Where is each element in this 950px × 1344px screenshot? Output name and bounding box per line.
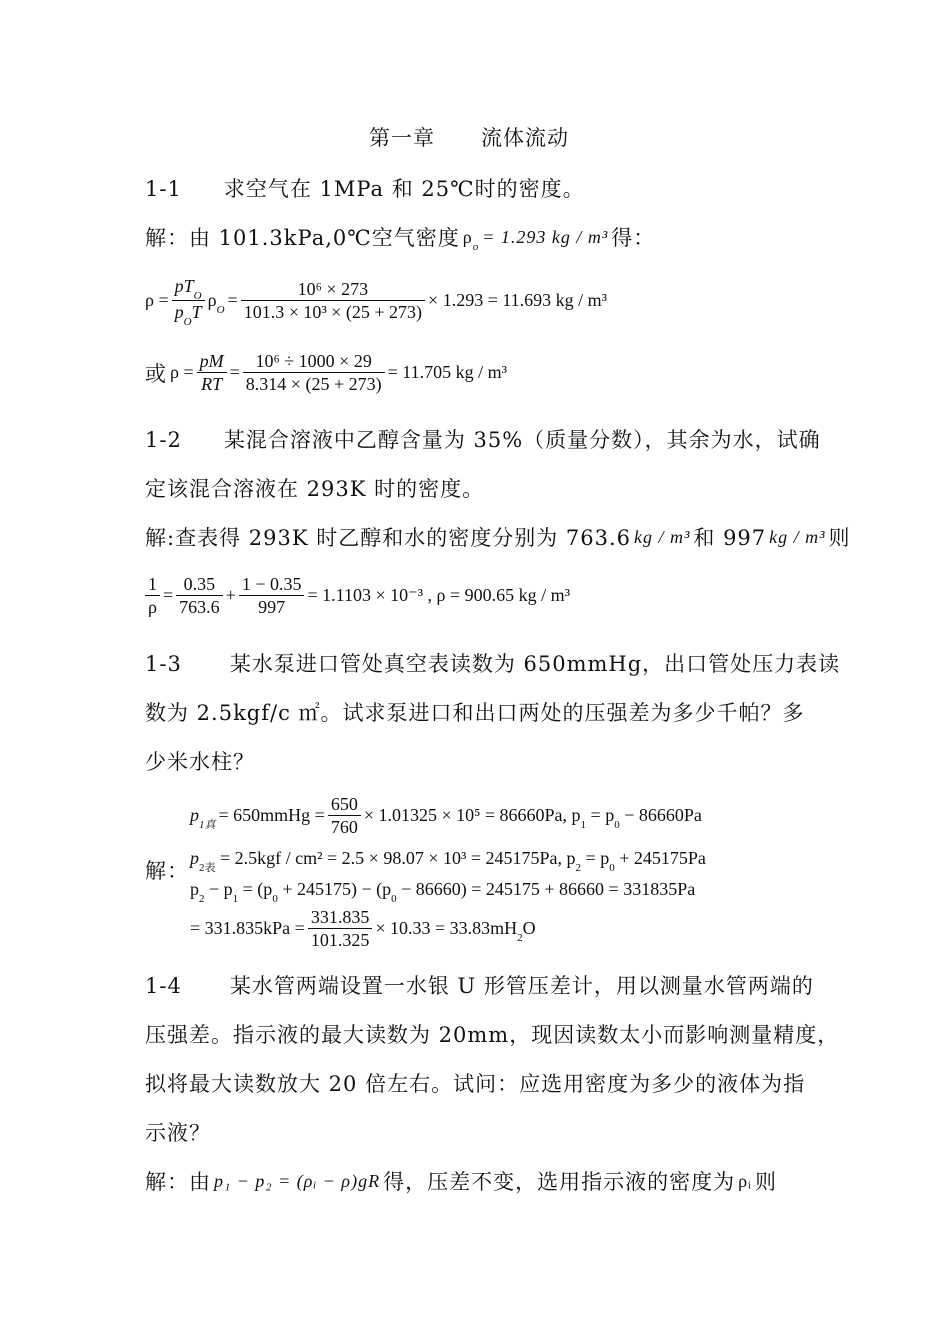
- plus: +: [225, 585, 236, 605]
- fraction-denominator: ρ: [148, 597, 157, 617]
- fraction-kpa-ratio: [308, 906, 373, 951]
- unit-text: kg / m³: [634, 526, 691, 547]
- solution-text: 则: [828, 526, 851, 550]
- problem-1-4-question-line3: 拟将最大读数放大 20 倍左右。试问：应选用密度为多少的液体为指: [145, 1072, 806, 1096]
- problem-1-2-solution: [145, 522, 851, 552]
- fraction-denominator: $p_OT$: [174, 302, 202, 328]
- problem-1-4-question-line2: 压强差。指示液的最大读数为 20mm，现因读数太小而影响测量精度，: [145, 1023, 840, 1047]
- fraction-pM-over-RT: [197, 350, 227, 395]
- solution-text-end: 得：: [611, 226, 656, 250]
- solution-text: 得，压差不变，选用指示液的密度为: [383, 1170, 736, 1194]
- equation-1-1-a: [145, 275, 607, 326]
- problem-1-3-question-line2: 数为 2.5kgf/c ㎡。试求泵进口和出口两处的压强差为多少千帕？多: [145, 701, 805, 725]
- eq-lhs: ρ =: [145, 290, 169, 310]
- eq-part: = 650mmHg =: [218, 805, 325, 825]
- problem-1-2-question-line1: [145, 424, 821, 454]
- solution-text: 解：由 101.3kPa,0℃空气密度: [145, 226, 460, 250]
- problem-1-4-question-line1: [145, 970, 814, 1000]
- problem-id: 1-1: [145, 177, 182, 201]
- problem-1-1-question: [145, 173, 585, 203]
- unit-text: kg / m³: [769, 526, 826, 547]
- pressure-formula: p₁ − p₂ = (ρᵢ − ρ)gR: [214, 1170, 381, 1191]
- chapter-title: [369, 122, 569, 152]
- problem-id: 1-4: [145, 974, 182, 998]
- problem-1-2-question-line2: 定该混合溶液在 293K 时的密度。: [145, 477, 485, 501]
- equals: =: [163, 585, 174, 605]
- fraction-numerator: 1 − 0.35: [239, 573, 305, 596]
- rho-o: $\rho_O$: [207, 290, 225, 316]
- equals: =: [229, 362, 240, 382]
- problem-id: 1-2: [145, 428, 182, 452]
- question-text: 求空气在 1MPa 和 25℃时的密度。: [223, 177, 585, 201]
- fraction-numerator: 10⁶ ÷ 1000 × 29: [243, 350, 385, 373]
- fraction-ethanol: [176, 573, 223, 618]
- equation-1-3-line4: [190, 906, 536, 951]
- equation-1-1-b: [145, 350, 507, 395]
- problem-1-4-solution: [145, 1166, 777, 1196]
- eq-result: = 11.705 kg / m³: [387, 362, 507, 382]
- fraction-numeric: [243, 350, 385, 395]
- chapter-number: 第一章: [369, 126, 435, 150]
- chapter-name: 流体流动: [481, 126, 569, 150]
- problem-1-3-question-line3: 少米水柱？: [145, 750, 255, 774]
- fraction-pT-over-poT: [172, 275, 205, 326]
- fraction-numeric: [241, 278, 425, 323]
- problem-id: 1-3: [145, 652, 182, 676]
- fraction-denominator: 101.325: [310, 930, 370, 950]
- solution-label: 解：: [145, 859, 189, 883]
- question-text: 某水泵进口管处真空表读数为 650mmHg，出口管处压力表读: [229, 652, 841, 676]
- fraction-numerator: 331.835: [308, 906, 373, 929]
- solution-text: 解：由: [145, 1170, 211, 1194]
- fraction-numerator: $pT_O$: [172, 275, 205, 301]
- solution-text: 解:查表得 293K 时乙醇和水的密度分别为 763.6: [145, 526, 631, 550]
- eq-result: = 1.1103 × 10⁻³ , ρ = 900.65 kg / m³: [307, 585, 571, 605]
- solution-text: 则: [755, 1170, 778, 1194]
- fraction-denominator: RT: [201, 374, 223, 394]
- rho-o-symbol: $\rho_o$: [462, 226, 480, 253]
- eq-part: × 1.01325 × 10⁵ = 86660Pa, $p_1 = p_0 - 86660Pa$: [363, 805, 702, 831]
- eq-part: × $10.33 = 33.83mH_2O$: [375, 918, 536, 944]
- fraction-denominator: 8.314 × (25 + 273): [245, 374, 382, 394]
- fraction-denominator: 101.3 × 10³ × (25 + 273): [243, 302, 423, 322]
- fraction-denominator: 997: [258, 597, 286, 617]
- equation-1-3-line1: [190, 793, 702, 838]
- fraction-numerator: 1: [145, 573, 160, 596]
- problem-1-3-question-line1: [145, 648, 840, 678]
- p1-vacuum: $p_{1真}$: [190, 805, 216, 831]
- equation-1-2: [145, 573, 570, 618]
- problem-1-4-question-line4: 示液？: [145, 1121, 211, 1145]
- fraction-numerator: 0.35: [176, 573, 223, 596]
- equation-1-3-line2: $p_{2表} = 2.5kgf / cm^2 = 2.5 \times 98.07 \times 10^3 = 245175Pa$, $p_2 = p_0 + 245175Pa$: [190, 848, 706, 874]
- problem-1-1-solution-intro: [145, 222, 655, 252]
- fraction-numerator: 10⁶ × 273: [241, 278, 425, 301]
- fraction-water: [239, 573, 305, 618]
- equation-1-3-line3: $p_2 - p_1 = (p_0 + 245175) - (p_0 - 86660) = 245175 + 86660 = 331835Pa$: [190, 879, 696, 905]
- or-label: 或: [145, 361, 167, 386]
- eq-lhs: ρ =: [170, 362, 194, 382]
- rho-i-symbol: ρᵢ: [738, 1170, 753, 1191]
- fraction-denominator: 760: [330, 817, 358, 837]
- fraction-numerator: 650: [328, 793, 361, 816]
- question-text: 某水管两端设置一水银 U 形管压差计，用以测量水管两端的: [229, 974, 814, 998]
- fraction-numerator: pM: [197, 350, 227, 373]
- eq-part: = 331.835kPa =: [190, 918, 305, 938]
- equals: =: [227, 290, 238, 310]
- fraction-one-over-rho: [145, 573, 160, 618]
- fraction-650-760: [328, 793, 361, 838]
- fraction-denominator: 763.6: [179, 597, 220, 617]
- question-text: 某混合溶液中乙醇含量为 35%（质量分数），其余为水，试确: [223, 428, 821, 452]
- solution-text: 和 997: [693, 526, 767, 550]
- rho-o-value: = 1.293 kg / m³: [482, 226, 609, 247]
- eq-result: × 1.293 = 11.693 kg / m³: [428, 290, 608, 310]
